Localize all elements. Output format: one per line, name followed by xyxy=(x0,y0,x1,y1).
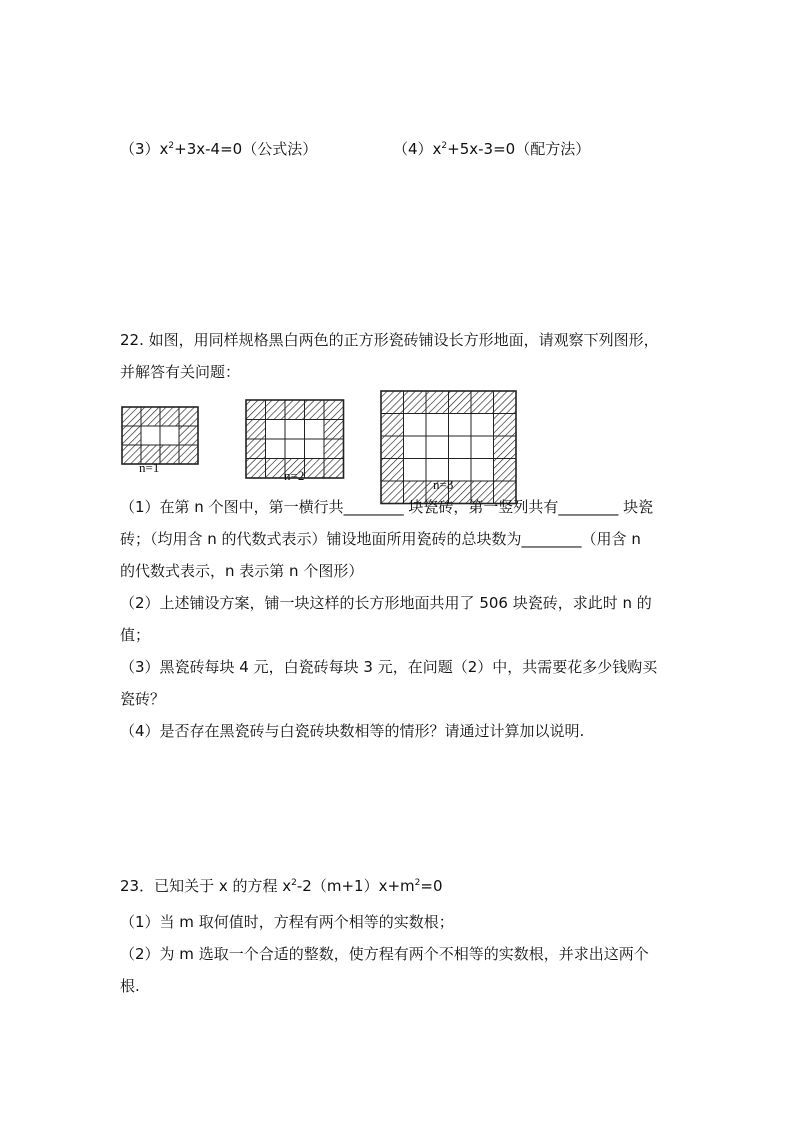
black-tile xyxy=(246,420,266,440)
black-tile xyxy=(285,400,305,420)
tile-figure-n2 xyxy=(246,400,344,478)
q22-part2-line1: （2）上述铺设方案，铺一块这样的长方形地面共用了 506 块瓷砖，求此时 n 的 xyxy=(120,594,652,612)
white-tile xyxy=(160,426,179,445)
q23-intro: 23．已知关于 x 的方程 $x^2-2(m+1)x+m^2=0$ xyxy=(120,877,443,895)
q22-part1-line1: （1）在第 n 个图中，第一横行共________ 块瓷砖，第一竖列共有________ 块瓷 xyxy=(120,498,654,516)
q22-part1-line2: 砖；（均用含 n 的代数式表示）铺设地面所用瓷砖的总块数为________（用含 n xyxy=(120,530,641,548)
black-tile xyxy=(266,400,286,420)
black-tile xyxy=(305,459,325,479)
q22-part3-line2: 瓷砖？ xyxy=(120,690,166,708)
black-tile xyxy=(381,391,404,414)
white-tile xyxy=(449,414,472,437)
black-tile xyxy=(141,407,160,426)
black-tile xyxy=(381,436,404,459)
q22-part3-line1: （3）黑瓷砖每块 4 元，白瓷砖每块 3 元，在问题（2）中，共需要花多少钱购买 xyxy=(120,658,658,676)
black-tile xyxy=(324,439,344,459)
white-tile xyxy=(305,439,325,459)
black-tile xyxy=(324,400,344,420)
black-tile xyxy=(179,407,198,426)
black-tile xyxy=(160,407,179,426)
black-tile xyxy=(246,400,266,420)
black-tile xyxy=(246,439,266,459)
white-tile xyxy=(426,414,449,437)
white-tile xyxy=(426,436,449,459)
q22-part1-line3: 的代数式表示，n 表示第 n 个图形） xyxy=(120,562,364,580)
q23-part2-line2: 根. xyxy=(120,977,140,995)
white-tile xyxy=(404,414,427,437)
tile-figure-n1 xyxy=(122,407,198,464)
white-tile xyxy=(404,436,427,459)
q22-intro-line2: 并解答有关问题： xyxy=(120,363,241,381)
black-tile xyxy=(122,426,141,445)
black-tile xyxy=(179,426,198,445)
black-tile xyxy=(381,414,404,437)
black-tile xyxy=(494,391,517,414)
black-tile xyxy=(305,400,325,420)
white-tile xyxy=(285,420,305,440)
white-tile xyxy=(285,439,305,459)
figure-label-n3: n=3 xyxy=(433,477,454,492)
black-tile xyxy=(494,436,517,459)
black-tile xyxy=(471,391,494,414)
black-tile xyxy=(426,391,449,414)
q22-intro-line1: 22. 如图，用同样规格黑白两色的正方形瓷砖铺设长方形地面，请观察下列图形， xyxy=(120,331,659,349)
figure-label-n2: n=2 xyxy=(284,468,305,483)
black-tile xyxy=(266,459,286,479)
black-tile xyxy=(324,459,344,479)
q23-part1: （1）当 m 取何值时，方程有两个相等的实数根； xyxy=(120,913,454,931)
black-tile xyxy=(122,407,141,426)
black-tile xyxy=(494,414,517,437)
black-tile xyxy=(381,459,404,482)
q23-part2-line1: （2）为 m 选取一个合适的整数，使方程有两个不相等的实数根，并求出这两个 xyxy=(120,945,649,963)
black-tile xyxy=(160,445,179,464)
q22-part4-line1: （4）是否存在黑瓷砖与白瓷砖块数相等的情形？请通过计算加以说明. xyxy=(120,722,585,740)
black-tile xyxy=(324,420,344,440)
q22-part2-line2: 值； xyxy=(120,626,151,644)
black-tile xyxy=(246,459,266,479)
black-tile xyxy=(449,391,472,414)
q21-part4: $(4)x^2+5x-3=0$（配方法） xyxy=(393,140,591,158)
black-tile xyxy=(404,391,427,414)
black-tile xyxy=(494,459,517,482)
white-tile xyxy=(471,459,494,482)
black-tile xyxy=(179,445,198,464)
white-tile xyxy=(449,436,472,459)
white-tile xyxy=(305,420,325,440)
white-tile xyxy=(471,414,494,437)
white-tile xyxy=(266,420,286,440)
figure-label-n1: n=1 xyxy=(139,460,160,475)
white-tile xyxy=(266,439,286,459)
white-tile xyxy=(471,436,494,459)
white-tile xyxy=(141,426,160,445)
white-tile xyxy=(404,459,427,482)
q21-part3: $(3)x^2+3x-4=0$（公式法） xyxy=(120,140,318,158)
